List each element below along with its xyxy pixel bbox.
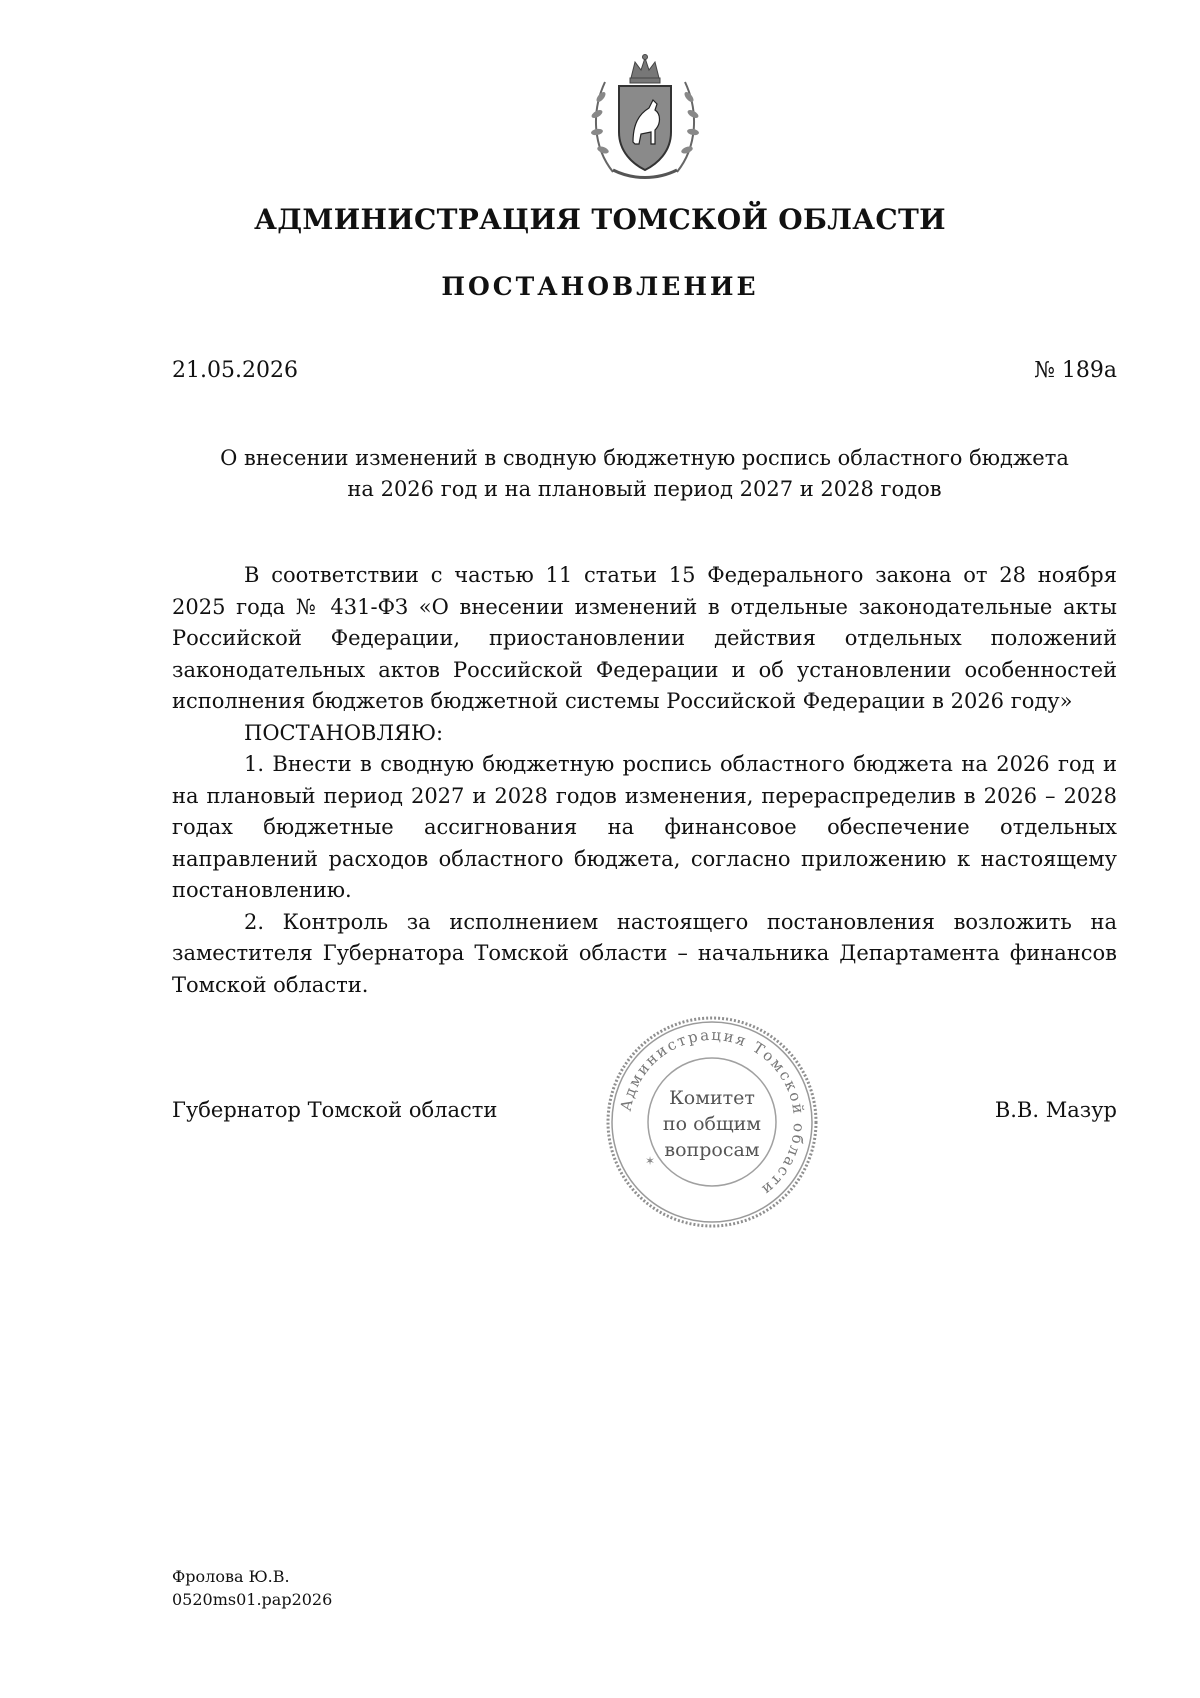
signatory-name: В.В. Мазур (994, 1098, 1117, 1122)
file-code: 0520ms01.pap2026 (172, 1590, 333, 1609)
subject-line-1: О внесении изменений в сводную бюджетную роспись областного бюджета (220, 446, 1069, 470)
seal-center-line-3: вопросам (664, 1139, 760, 1161)
seal-center-line-2: по общим (662, 1113, 762, 1135)
document-subject (172, 443, 1117, 505)
date-number-line (172, 358, 1117, 383)
preamble-paragraph: В соответствии с частью 11 статьи 15 Федерального закона от 28 ноября 2025 года № 431-ФЗ «О внесении изменений в отдельные законодательные акты Российской Федерации, приостановлении действия отдельных положений законодательных актов Российской Федерации и об установлении особенностей исполнения бюджетов бюджетной системы Российской Федерации в 2026 году» (172, 563, 1117, 713)
seal-ring-text: Администрация Томской области (616, 1025, 809, 1200)
seal-center-text (605, 1085, 819, 1163)
decree-word: ПОСТАНОВЛЯЮ: (244, 720, 444, 745)
footer-executor (172, 1565, 332, 1611)
coat-of-arms-icon (583, 52, 707, 182)
executor-name: Фролова Ю.В. (172, 1567, 290, 1586)
item-2-paragraph: 2. Контроль за исполнением настоящего постановления возложить на заместителя Губернатора Томской области – начальника Департамента финансов Томской области. (172, 909, 1117, 997)
document-body (172, 560, 1117, 1001)
seal-center-line-1: Комитет (669, 1087, 755, 1109)
subject-line-2: на 2026 год и на плановый период 2027 и 2028 годов (347, 477, 942, 501)
signatory-position: Губернатор Томской области (172, 1098, 498, 1122)
organization-title: АДМИНИСТРАЦИЯ ТОМСКОЙ ОБЛАСТИ (254, 203, 946, 236)
svg-text:✶: ✶ (645, 1154, 656, 1168)
document-type-title: ПОСТАНОВЛЕНИЕ (441, 272, 759, 301)
round-seal-stamp (605, 1015, 819, 1229)
document-date: 21.05.2026 (172, 358, 298, 383)
item-1-paragraph: 1. Внести в сводную бюджетную роспись областного бюджета на 2026 год и на плановый период 2027 и 2028 годов изменения, перераспределив в 2026 – 2028 годах бюджетные ассигнования на финансовое обеспечение отдельных направлений расходов областного бюджета, согласно приложению к настоящему постановлению. (172, 752, 1117, 902)
document-number: № 189а (1034, 358, 1117, 383)
